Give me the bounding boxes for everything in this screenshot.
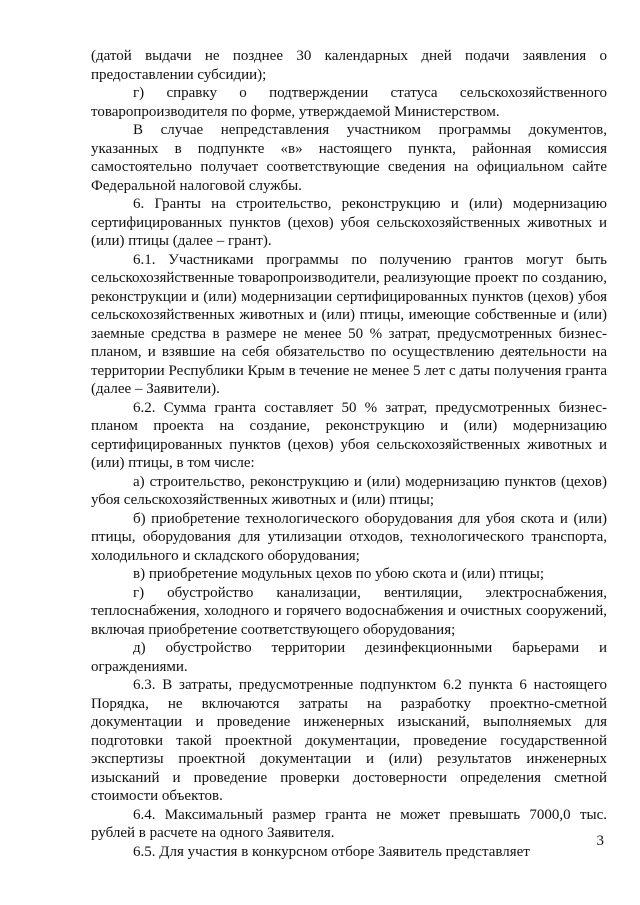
- paragraph-6-2-item-a: а) строительство, реконструкцию и (или) модернизацию пунктов (цехов) убоя сельскохозяйственных животных и (или) птицы;: [91, 473, 607, 508]
- page-number: 3: [596, 833, 604, 849]
- document-body: [91, 47, 607, 861]
- paragraph-non-submission: В случае непредставления участником программы документов, указанных в подпункте «в» настоящего пункта, районная комиссия самостоятельно получает соответствующие сведения на официальном сайте Федеральной налоговой службы.: [91, 122, 607, 194]
- paragraph-item-g-certificate: г) справку о подтверждении статуса сельскохозяйственного товаропроизводителя по форме, утверждаемой Министерством.: [91, 85, 607, 120]
- paragraph-6-2-item-d: д) обустройство территории дезинфекционными барьерами и ограждениями.: [91, 640, 607, 675]
- paragraph-subsidy-date: (датой выдачи не позднее 30 календарных дней подачи заявления о предоставлении субсидии);: [91, 48, 607, 83]
- paragraph-6-5-participation: 6.5. Для участия в конкурсном отборе Заявитель представляет: [133, 843, 530, 860]
- paragraph-6-2-item-g: г) обустройство канализации, вентиляции, электроснабжения, теплоснабжения, холодного и горячего водоснабжения и очистных сооружений, включая приобретение соответствующего оборудования;: [91, 584, 607, 638]
- paragraph-6-3-excluded-costs: 6.3. В затраты, предусмотренные подпунктом 6.2 пункта 6 настоящего Порядка, не включаются затраты на разработку проектно-сметной документации и проведение инженерных изысканий, выполняемых для подготовки такой проектной документации, проведение государственной экспертизы проектной документации и (или) результатов инженерных изысканий и проведение проверки достоверности определения сметной стоимости объектов.: [91, 677, 607, 804]
- paragraph-6-2-item-b: б) приобретение технологического оборудования для убоя скота и (или) птицы, оборудования для утилизации отходов, технологического транспорта, холодильного и складского оборудования;: [91, 510, 607, 564]
- paragraph-section-6-grants: 6. Гранты на строительство, реконструкцию и (или) модернизацию сертифицированных пунктов (цехов) убоя сельскохозяйственных животных и (или) птицы (далее – грант).: [91, 196, 607, 249]
- paragraph-6-2-item-v: в) приобретение модульных цехов по убою скота и (или) птицы;: [133, 566, 545, 582]
- paragraph-6-2-grant-amount: 6.2. Сумма гранта составляет 50 % затрат, предусмотренных бизнес-планом проекта на создание, реконструкцию и (или) модернизацию сертифицированных пунктов (цехов) убоя сельскохозяйственных животных и (или) птицы, в том числе:: [91, 399, 607, 471]
- paragraph-6-4-max-grant: 6.4. Максимальный размер гранта не может превышать 7000,0 тыс. рублей в расчете на одного Заявителя.: [91, 806, 607, 841]
- paragraph-6-1-participants: 6.1. Участниками программы по получению грантов могут быть сельскохозяйственные товаропроизводители, реализующие проект по созданию, реконструкции и (или) модернизации сертифицированных пунктов (цехов) убоя сельскохозяйственных животных и (или) птицы, имеющие собственные и (или) заемные средства в размере не менее 50 % затрат, предусмотренных бизнес-планом, и взявшие на себя обязательство по осуществлению деятельности на территории Республики Крым в течение не менее 5 лет с даты получения гранта (далее – Заявители).: [91, 251, 607, 397]
